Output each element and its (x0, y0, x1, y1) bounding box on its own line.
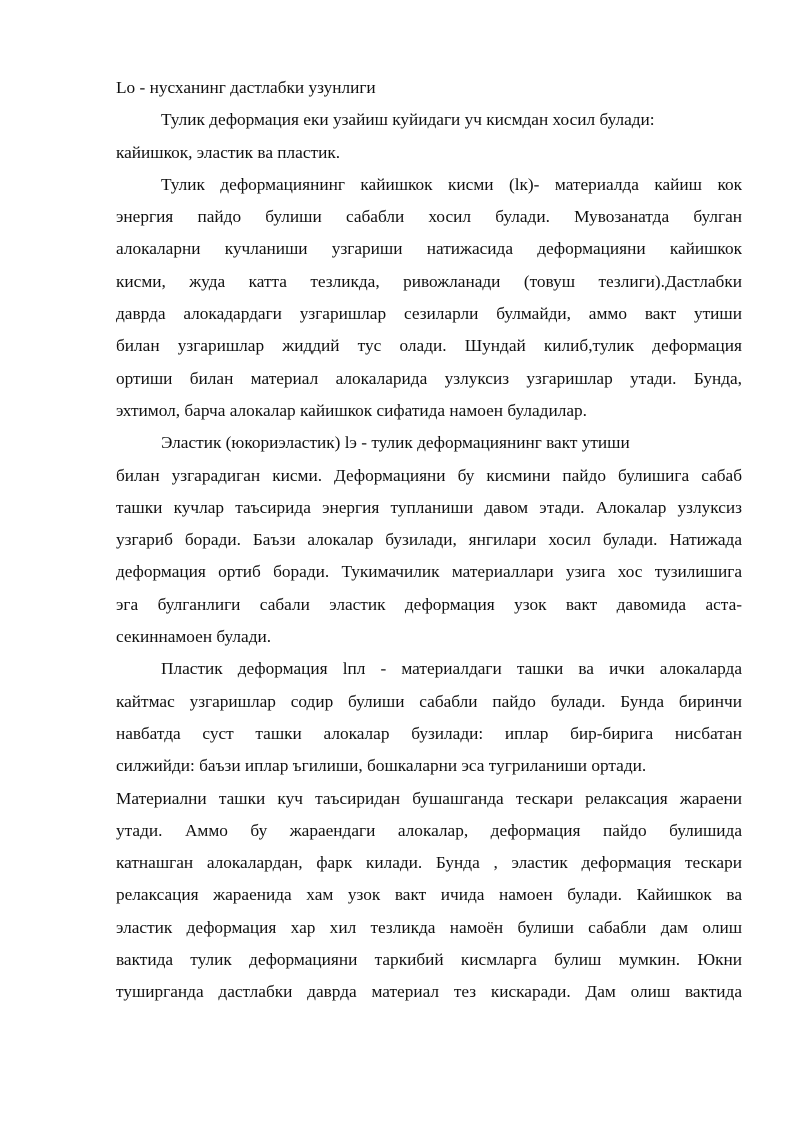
text-line: релаксация жараенида хам узок вакт ичида намоен булади. Кайишкок ва (116, 885, 742, 905)
text-line: Тулик деформациянинг кайишкок кисми (lк)- материалда кайиш кок (161, 174, 742, 194)
text-line: катнашган алокалардан, фарк килади. Бунда , эластик деформация тескари (116, 853, 742, 873)
text-line: Эластик (юкориэластик) lэ - тулик деформациянинг вакт утиши (161, 433, 630, 453)
document-body (116, 72, 742, 1009)
text-line: секиннамоен булади. (116, 627, 272, 647)
text-line: энергия пайдо булиши сабабли хосил булади. Мувозанатда булган (116, 207, 742, 227)
text-line: билан узгарадиган кисми. Деформацияни бу кисмини пайдо булишига сабаб (116, 465, 742, 485)
text-line: алокаларни кучланиши узгариши натижасида деформацияни кайишкок (116, 239, 742, 259)
text-line: Lo - нусханинг дастлабки узунлиги (116, 78, 376, 97)
text-line: кайтмас узгаришлар содир булиши сабабли пайдо булади. Бунда биринчи (116, 691, 742, 711)
text-line: кайишкок, эластик ва пластик. (116, 142, 341, 162)
text-line: эга булганлиги сабали эластик деформация узок вакт давомида аста- (116, 594, 742, 614)
text-line: Пластик деформация lпл - материалдаги ташки ва ички алокаларда (161, 659, 742, 679)
text-line: эластик деформация хар хил тезликда намоён булиши сабабли дам олиш (116, 917, 742, 937)
text-line: силжийди: баъзи иплар ъгилиши, бошкаларни эса тугриланиши ортади. (116, 756, 647, 776)
text-line: деформация ортиб боради. Тукимачилик материаллари узига хос тузилишига (116, 562, 742, 582)
text-line: билан узгаришлар жиддий тус олади. Шундай килиб,тулик деформация (116, 336, 742, 356)
text-line: ташки кучлар таъсирида энергия тупланиши давом этади. Алокалар узлуксиз (116, 497, 742, 517)
text-line: туширганда дастлабки даврда материал тез кискаради. Дам олиш вактида (116, 982, 742, 1002)
text-line: кисми, жуда катта тезликда, ривожланади (товуш тезлиги).Дастлабки (116, 271, 742, 291)
text-line: Материални ташки куч таъсиридан бушашганда тескари релаксация жараени (116, 788, 742, 808)
text-line: Тулик деформация еки узайиш куйидаги уч кисмдан хосил булади: (161, 110, 655, 130)
text-line: ортиши билан материал алокаларида узлуксиз узгаришлар утади. Бунда, (116, 368, 742, 388)
text-line: навбатда суст ташки алокалар бузилади: иплар бир-бирига нисбатан (116, 723, 742, 743)
text-line: эхтимол, барча алокалар кайишкок сифатида намоен буладилар. (116, 400, 587, 420)
text-line: вактида тулик деформацияни таркибий кисмларга булиш мумкин. Юкни (116, 950, 742, 970)
text-line: узгариб боради. Баъзи алокалар бузилади, янгилари хосил булади. Натижада (116, 530, 742, 550)
text-line: даврда алокадардаги узгаришлар сезиларли булмайди, аммо вакт утиши (116, 304, 742, 324)
text-line: утади. Аммо бу жараендаги алокалар, деформация пайдо булишида (116, 820, 742, 840)
document-page (116, 72, 742, 1009)
